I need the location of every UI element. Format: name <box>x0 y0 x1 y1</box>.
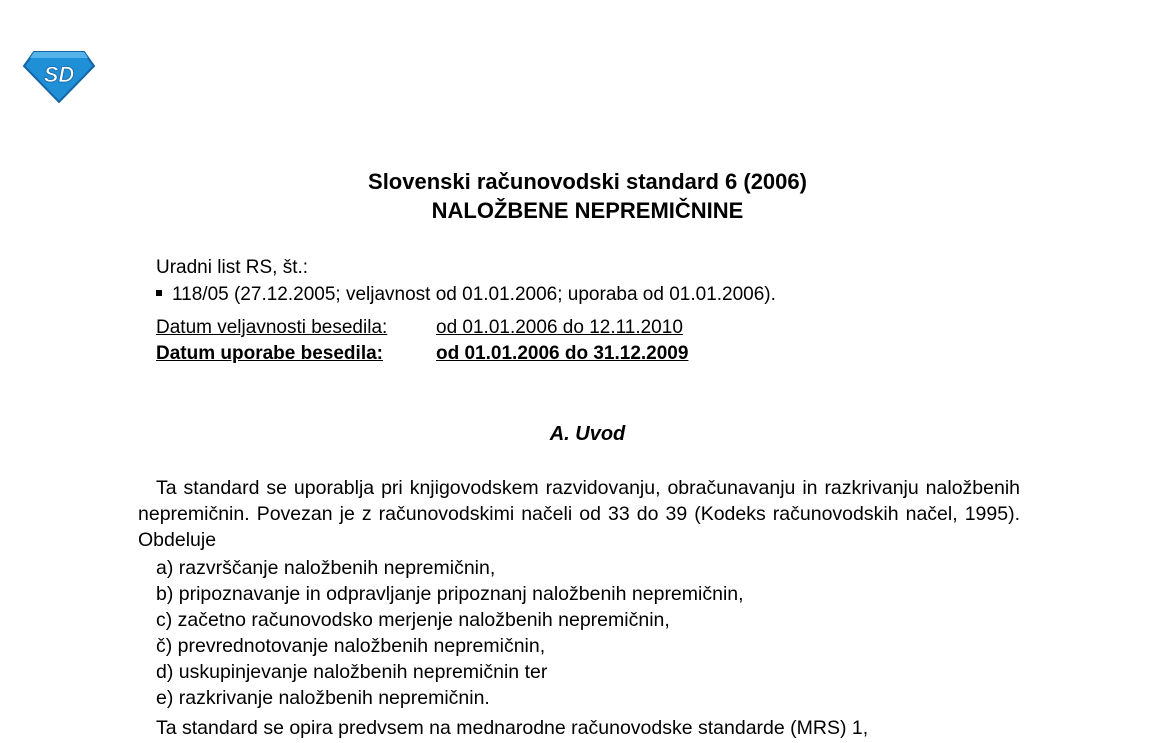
validity-label: Datum veljavnosti besedila: <box>156 317 388 338</box>
document-title <box>0 167 1157 225</box>
list-item: c) začetno računovodsko merjenje naložbenih nepremičnin, <box>156 609 670 631</box>
closing-paragraph: Ta standard se opira predvsem na mednarodne računovodske standarde (MRS) 1, <box>156 717 869 739</box>
gazette-item <box>156 282 776 308</box>
sd-logo <box>22 48 96 104</box>
intro-paragraph: Ta standard se uporablja pri knjigovodskem razvidovanju, obračunavanju in razkrivanju naložbenih nepremičnin. Povezan je z računovodskimi načeli od 33 do 39 (Kodeks računovodskih načel, 1995). Obdeluje <box>138 477 1020 551</box>
section-heading: A. Uvod <box>549 423 626 445</box>
usage-value: od 01.01.2006 do 31.12.2009 <box>436 343 689 364</box>
gazette-label: Uradni list RS, št.: <box>156 257 309 278</box>
gazette-item-text: 118/05 (27.12.2005; veljavnost od 01.01.2006; uporaba od 01.01.2006). <box>172 284 776 305</box>
logo-text: SD <box>43 62 75 87</box>
list-item: b) pripoznavanje in odpravljanje pripoznanj naložbenih nepremičnin, <box>156 583 744 605</box>
title-line-1: Slovenski računovodski standard 6 (2006) <box>368 169 807 194</box>
square-bullet-icon <box>156 290 162 296</box>
list-item: a) razvrščanje naložbenih nepremičnin, <box>156 557 496 579</box>
list-item: d) uskupinjevanje naložbenih nepremičnin ter <box>156 661 548 683</box>
list-item: e) razkrivanje naložbenih nepremičnin. <box>156 687 490 709</box>
usage-label: Datum uporabe besedila: <box>156 343 383 364</box>
list-item: č) prevrednotovanje naložbenih nepremičnin, <box>156 635 546 657</box>
usage-date-row <box>156 341 688 367</box>
scope-list <box>156 555 744 711</box>
validity-date-row <box>156 315 683 341</box>
sd-diamond-logo-icon <box>22 48 96 104</box>
title-line-2: NALOŽBENE NEPREMIČNINE <box>431 198 744 223</box>
validity-value: od 01.01.2006 do 12.11.2010 <box>436 317 683 338</box>
